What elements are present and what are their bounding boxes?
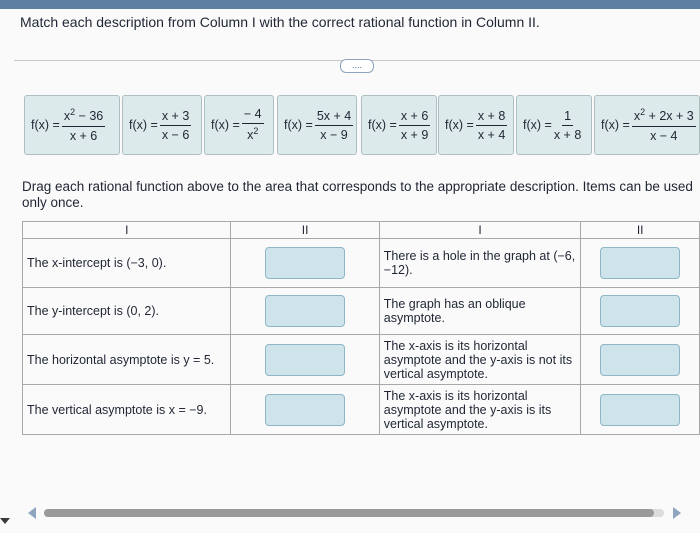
exponent: 2: [253, 126, 259, 137]
fraction: [242, 107, 264, 142]
numerator: x + 6: [399, 109, 430, 126]
table-header: [23, 222, 700, 239]
function-tile[interactable]: [438, 95, 514, 155]
table-row: [23, 385, 700, 435]
drop-zone[interactable]: [600, 247, 680, 279]
denominator: x − 6: [161, 127, 190, 142]
function-tile[interactable]: [516, 95, 592, 155]
numerator: 1: [562, 109, 573, 126]
function-tile[interactable]: [594, 95, 700, 155]
scrollbar-thumb[interactable]: [44, 509, 654, 517]
denominator: x − 4: [650, 128, 678, 143]
column-header-i: I: [379, 222, 581, 239]
numerator-rest: − 36: [75, 109, 104, 124]
drop-cell: [231, 288, 379, 335]
drag-instruction: Drag each rational function above to the area that corresponds to the appropriate description. Items can be used only once.: [22, 179, 693, 210]
drop-zone[interactable]: [265, 247, 345, 279]
description-cell: The graph has an oblique asymptote.: [379, 288, 581, 335]
description-cell: The x-intercept is (−3, 0).: [23, 239, 231, 288]
description-cell: The y-intercept is (0, 2).: [23, 288, 231, 335]
drop-cell: [581, 239, 700, 288]
denominator: x + 8: [553, 127, 582, 142]
expand-button[interactable]: ....: [340, 59, 374, 73]
description-cell: The x-axis is its horizontal asymptote and the y-axis is not its vertical asymptote.: [379, 335, 581, 385]
drop-zone[interactable]: [600, 344, 680, 376]
table-row: [23, 335, 700, 385]
drop-cell: [231, 385, 379, 435]
denominator: x − 9: [320, 127, 348, 142]
tile-prefix: f(x) =: [284, 118, 313, 132]
numerator: 5x + 4: [315, 109, 353, 126]
drop-zone[interactable]: [600, 394, 680, 426]
drop-cell: [231, 335, 379, 385]
column-header-ii: II: [581, 222, 700, 239]
function-tile[interactable]: [122, 95, 202, 155]
tile-prefix: f(x) =: [523, 118, 552, 132]
fraction: [315, 109, 353, 142]
column-header-i: I: [23, 222, 231, 239]
horizontal-scrollbar[interactable]: [44, 509, 664, 517]
drop-cell: [581, 335, 700, 385]
drop-cell: [231, 239, 379, 288]
description-cell: There is a hole in the graph at (−6, −12).: [379, 239, 581, 288]
table-row: [23, 239, 700, 288]
drop-zone[interactable]: [600, 295, 680, 327]
fraction: [476, 109, 507, 142]
fraction: [632, 107, 696, 142]
tile-prefix: f(x) =: [445, 118, 474, 132]
exponent: 2: [640, 107, 646, 118]
denominator: x + 6: [69, 128, 98, 143]
numerator: x + 8: [476, 109, 507, 126]
numerator: x + 3: [160, 109, 191, 126]
fraction: [62, 107, 105, 142]
matching-table: [22, 221, 700, 435]
denominator: x + 9: [400, 127, 429, 142]
scroll-left-arrow-icon[interactable]: [28, 507, 36, 519]
denominator: x: [247, 128, 254, 143]
denominator: x + 4: [477, 127, 506, 142]
numerator: − 4: [242, 107, 264, 124]
tile-prefix: f(x) =: [368, 118, 397, 132]
top-banner: [0, 0, 700, 9]
instruction-text: Match each description from Column I with the correct rational function in Column II.: [20, 14, 540, 30]
description-cell: The x-axis is its horizontal asymptote and the y-axis is its vertical asymptote.: [379, 385, 581, 435]
column-header-ii: II: [231, 222, 379, 239]
drop-zone[interactable]: [265, 295, 345, 327]
tile-prefix: f(x) =: [31, 118, 60, 132]
corner-triangle-icon: [0, 518, 10, 524]
drop-zone[interactable]: [265, 394, 345, 426]
function-tile[interactable]: [204, 95, 274, 155]
tile-prefix: f(x) =: [129, 118, 158, 132]
numerator: x: [63, 109, 71, 124]
fraction: [160, 109, 191, 142]
exponent: 2: [70, 107, 76, 118]
drop-zone[interactable]: [265, 344, 345, 376]
fraction: [554, 109, 581, 142]
function-tile[interactable]: [277, 95, 357, 155]
description-cell: The vertical asymptote is x = −9.: [23, 385, 231, 435]
function-tile[interactable]: [24, 95, 120, 155]
numerator: x: [633, 109, 641, 124]
scroll-right-arrow-icon[interactable]: [673, 507, 681, 519]
function-tile[interactable]: [361, 95, 437, 155]
drop-cell: [581, 385, 700, 435]
drop-cell: [581, 288, 700, 335]
table-row: [23, 288, 700, 335]
tile-prefix: f(x) =: [601, 118, 630, 132]
tile-prefix: f(x) =: [211, 118, 240, 132]
numerator-rest: + 2x + 3: [645, 109, 694, 124]
fraction: [399, 109, 430, 142]
description-cell: The horizontal asymptote is y = 5.: [23, 335, 231, 385]
